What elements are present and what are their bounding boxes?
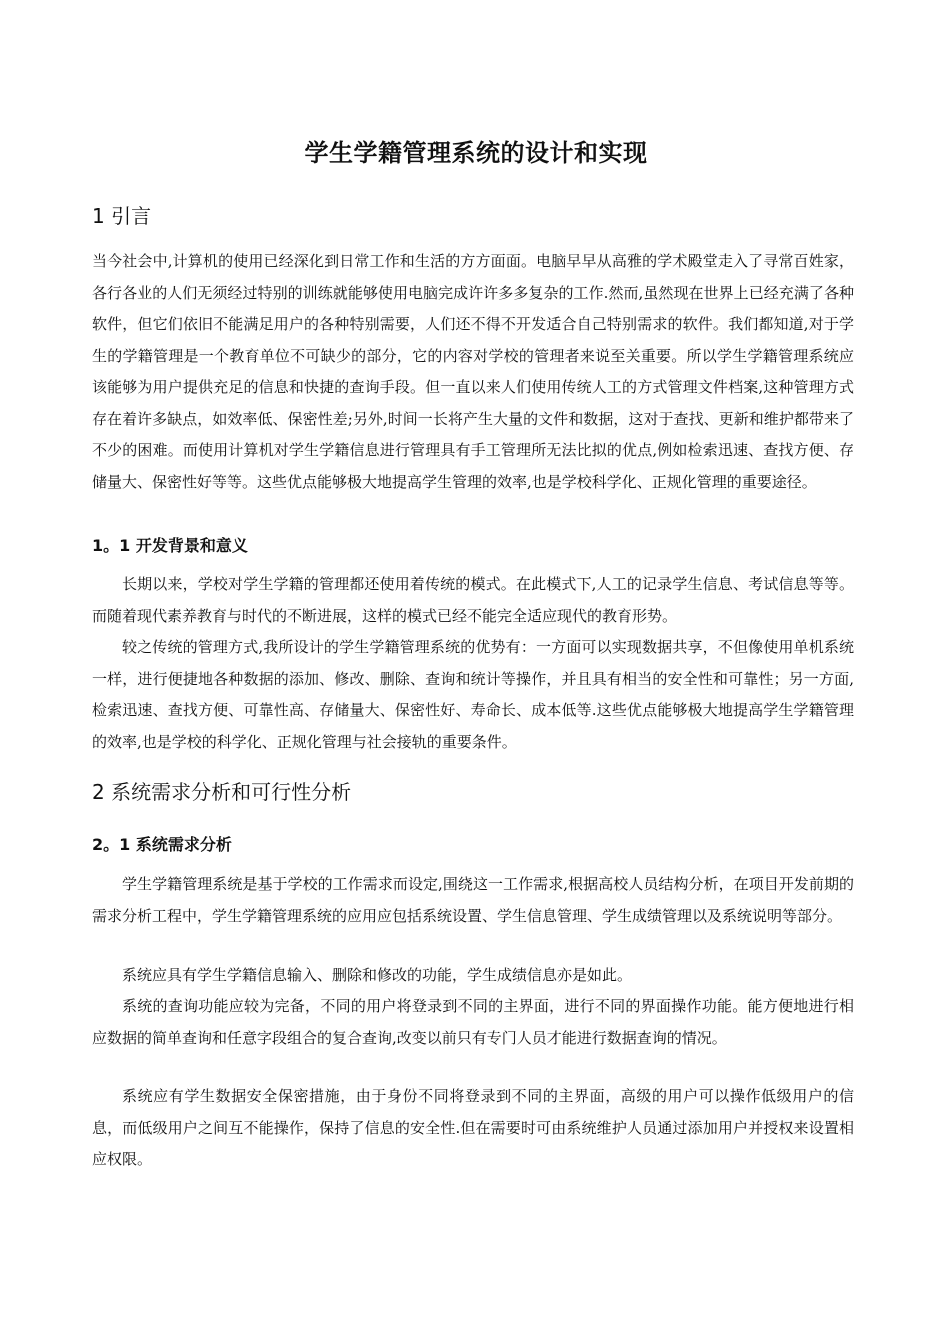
document-title: 学生学籍管理系统的设计和实现 — [304, 139, 648, 167]
requirements-paragraph-3: 系统的查询功能应较为完备，不同的用户将登录到不同的主界面，进行不同的界面操作功能。能方便地进行相应数据的简单查询和任意字段组合的复合查询,改变以前只有专门人员才能进行数据查询的情况。 — [92, 997, 854, 1047]
background-paragraph-1: 长期以来，学校对学生学籍的管理都还使用着传统的模式。在此模式下,人工的记录学生信息、考试信息等等。而随着现代素养教育与时代的不断进展，这样的模式已经不能完全适应现代的教育形势。 — [92, 575, 854, 625]
section-heading-requirements: 2 系统需求分析和可行性分析 — [92, 780, 352, 804]
background-paragraph-2: 较之传统的管理方式,我所设计的学生学籍管理系统的优势有：一方面可以实现数据共享，不但像使用单机系统一样，进行便捷地各种数据的添加、修改、删除、查询和统计等操作，并且具有相当的安全性和可靠性；另一方面,检索迅速、查找方便、可靠性高、存储量大、保密性好、寿命长、成本低等.这些优点能够极大地提高学生学籍管理的效率,也是学校的科学化、正规化管理与社会接轨的重要条件。 — [92, 638, 854, 751]
requirements-paragraph-2: 系统应具有学生学籍信息输入、删除和修改的功能，学生成绩信息亦是如此。 — [122, 966, 633, 984]
subsection-heading-background: 1。1 开发背景和意义 — [92, 536, 248, 555]
requirements-paragraph-1: 学生学籍管理系统是基于学校的工作需求而设定,围绕这一工作需求,根据高校人员结构分析，在项目开发前期的需求分析工程中，学生学籍管理系统的应用应包括系统设置、学生信息管理、学生成绩管理以及系统说明等部分。 — [92, 875, 854, 925]
introduction-paragraph: 当今社会中,计算机的使用已经深化到日常工作和生活的方方面面。电脑早早从高雅的学术殿堂走入了寻常百姓家，各行各业的人们无须经过特别的训练就能够使用电脑完成许许多多复杂的工作.然而,虽然现在世界上已经充满了各种软件，但它们依旧不能满足用户的各种特别需要，人们还不得不开发适合自己特别需求的软件。我们都知道,对于学生的学籍管理是一个教育单位不可缺少的部分，它的内容对学校的管理者来说至关重要。所以学生学籍管理系统应该能够为用户提供充足的信息和快捷的查询手段。但一直以来人们使用传统人工的方式管理文件档案,这种管理方式存在着许多缺点，如效率低、保密性差;另外,时间一长将产生大量的文件和数据，这对于查找、更新和维护都带来了不少的困难。而使用计算机对学生学籍信息进行管理具有手工管理所无法比拟的优点,例如检索迅速、查找方便、存储量大、保密性好等等。这些优点能够极大地提高学生管理的效率,也是学校科学化、正规化管理的重要途径。 — [92, 252, 854, 491]
requirements-paragraph-4: 系统应有学生数据安全保密措施，由于身份不同将登录到不同的主界面，高级的用户可以操作低级用户的信息，而低级用户之间互不能操作，保持了信息的安全性.但在需要时可由系统维护人员通过添加用户并授权来设置相应权限。 — [92, 1087, 854, 1168]
section-heading-introduction: 1 引言 — [92, 204, 152, 228]
subsection-heading-requirements-analysis: 2。1 系统需求分析 — [92, 835, 232, 854]
